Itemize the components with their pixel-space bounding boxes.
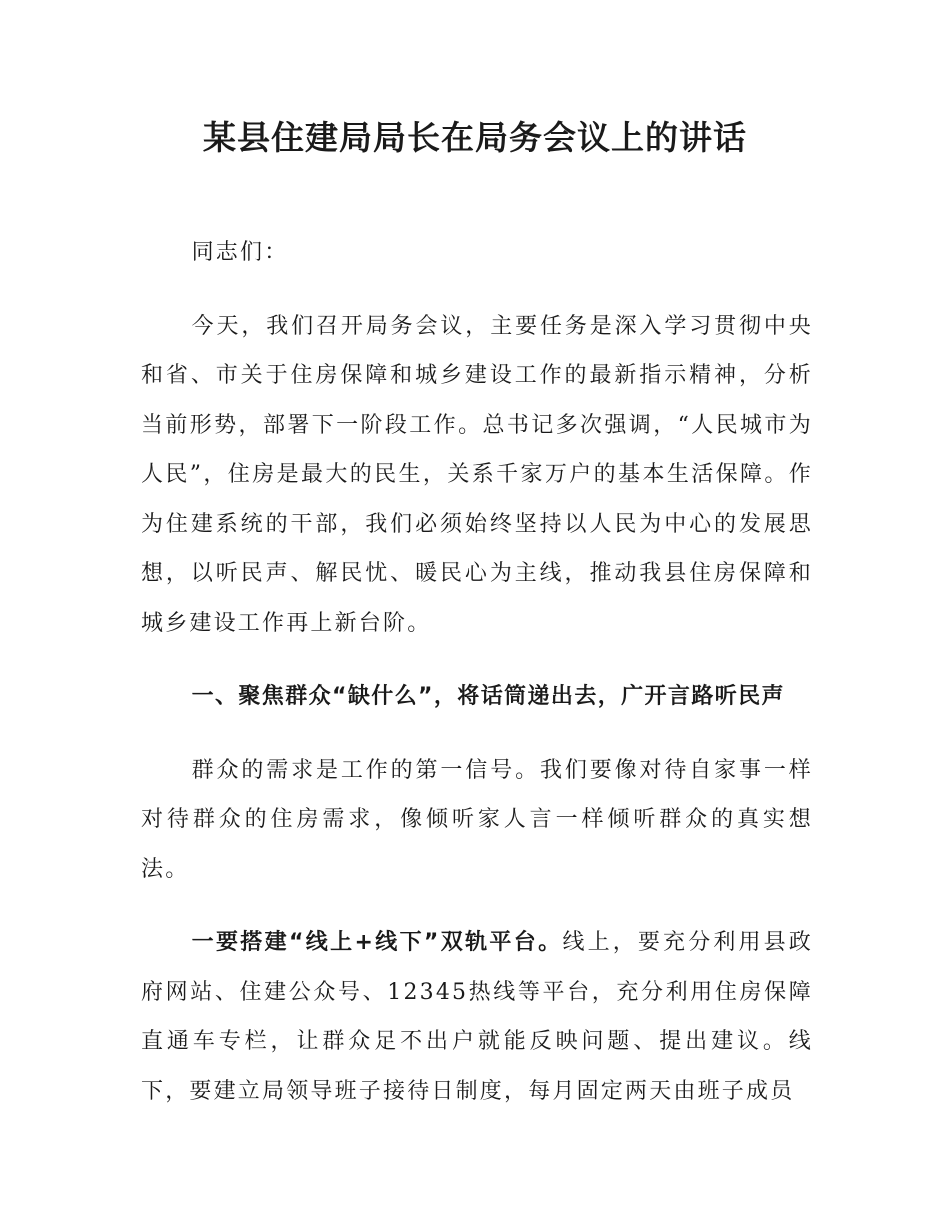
point-1-lead: 一要搭建“线上+线下”双轨平台。	[191, 930, 563, 955]
point-1-text: 线上，要充分利用县政府网站、住建公众号、12345热线等平台，充分利用住房保障直通车专栏，让群众足不出户就能反映问题、提出建议。线下，要建立局领导班子接待日制度，每月固定两天由班子成员	[141, 930, 813, 1104]
intro-paragraph: 今天，我们召开局务会议，主要任务是深入学习贯彻中央和省、市关于住房保障和城乡建设工作的最新指示精神，分析当前形势，部署下一阶段工作。总书记多次强调，“人民城市为人民”，住房是最大的民生，关系千家万户的基本生活保障。作为住建系统的干部，我们必须始终坚持以人民为中心的发展思想，以听民声、解民忧、暖民心为主线，推动我县住房保障和城乡建设工作再上新台阶。	[141, 313, 813, 636]
point-1-paragraph	[141, 918, 813, 1116]
document-title: 某县住建局局长在局务会议上的讲话	[203, 118, 747, 157]
section-heading-1: 一、聚焦群众“缺什么”，将话筒递出去，广开言路听民声	[191, 684, 785, 709]
salutation: 同志们：	[191, 240, 289, 265]
section-1-paragraph: 群众的需求是工作的第一信号。我们要像对待自家事一样对待群众的住房需求，像倾听家人言一样倾听群众的真实想法。	[141, 757, 813, 882]
document-body	[141, 228, 813, 1116]
